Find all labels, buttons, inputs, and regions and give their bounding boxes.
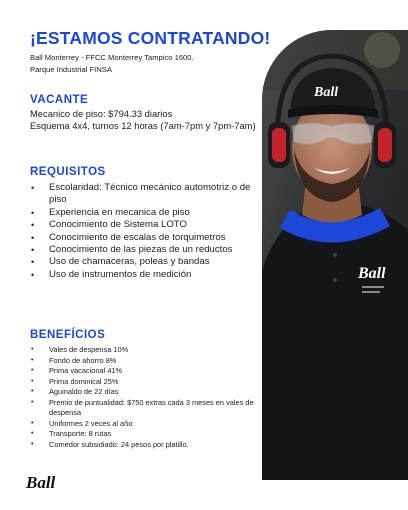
list-item: • Experiencia en mecanica de piso bbox=[30, 207, 258, 219]
beneficios-list bbox=[30, 345, 262, 450]
requisitos-list bbox=[30, 182, 258, 281]
list-item: • Premio de puntualidad: $750 extras cada 3 meses en vales de despensa bbox=[30, 398, 262, 419]
beneficios-heading: BENEFÍCIOS bbox=[30, 329, 106, 341]
vacante-line-2: Esquema 4x4, turnos 12 horas (7am-7pm y 7pm-7am) bbox=[30, 120, 256, 132]
page-title: ¡ESTAMOS CONTRATANDO! bbox=[30, 28, 271, 48]
address-line-1: Ball Monterrey - FFCC Monterrey Tampico 1600. bbox=[30, 53, 194, 62]
vacante-details bbox=[30, 108, 270, 133]
svg-text:Ball: Ball bbox=[314, 85, 339, 100]
list-item: • Conocimiento de las piezas de un reductos bbox=[30, 244, 258, 256]
worker-photo bbox=[262, 30, 408, 480]
list-item: • Prima vacacional 41% bbox=[30, 366, 262, 377]
list-item: • Escolaridad: Técnico mecánico automotriz o de piso bbox=[30, 182, 258, 207]
address-line-2: Parque Industrial FINSA bbox=[30, 65, 112, 74]
list-item: • Fondo de ahorro 8% bbox=[30, 356, 262, 367]
list-item: • Aguinaldo de 22 días bbox=[30, 387, 262, 398]
list-item: • Vales de despensa 10% bbox=[30, 345, 262, 356]
list-item: • Uso de chamaceras, poleas y bandas bbox=[30, 256, 258, 268]
list-item: • Conocimiento de escalas de torquimetros bbox=[30, 232, 258, 244]
list-item: • Uniformes 2 veces al año bbox=[30, 419, 262, 430]
list-item: • Uso de instrumentos de medición bbox=[30, 269, 258, 281]
vacante-line-1: Mecanico de piso: $794.33 diarios bbox=[30, 108, 173, 119]
list-item: • Prima dominical 25% bbox=[30, 377, 262, 388]
list-item: • Conocimiento de Sistema LOTO bbox=[30, 219, 258, 231]
svg-text:Ball: Ball bbox=[26, 473, 56, 492]
address bbox=[30, 52, 260, 76]
list-item: • Comedor subsidiado: 24 pesos por platillo. bbox=[30, 440, 262, 451]
requisitos-heading: REQUISITOS bbox=[30, 166, 106, 178]
svg-text:Ball: Ball bbox=[358, 265, 386, 282]
list-item: • Transporte: 8 rutas bbox=[30, 429, 262, 440]
vacante-heading: VACANTE bbox=[30, 94, 89, 106]
ball-logo-icon bbox=[24, 468, 68, 496]
